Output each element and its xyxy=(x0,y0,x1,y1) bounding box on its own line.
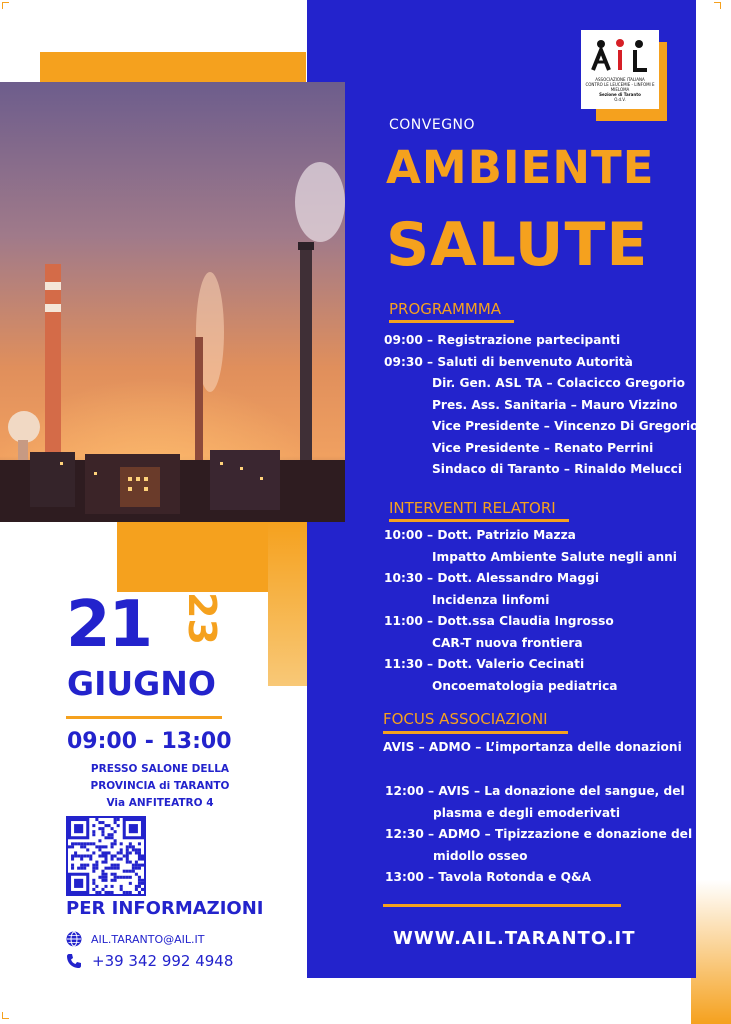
globe-icon xyxy=(66,931,82,947)
logo-caption xyxy=(583,77,657,102)
section-underline xyxy=(389,519,569,522)
website-link[interactable]: WWW.AIL.TARANTO.IT xyxy=(393,928,636,949)
orange-gradient-strip xyxy=(268,522,307,686)
phone-row[interactable] xyxy=(66,952,233,970)
event-kicker: CONVEGNO xyxy=(389,117,476,133)
industrial-photo xyxy=(0,82,345,522)
schedule-row: 11:00 – Dott.ssa Claudia Ingrosso xyxy=(384,614,614,628)
crop-mark xyxy=(2,1012,9,1019)
phone-icon xyxy=(66,953,82,969)
schedule-row: 11:30 – Dott. Valerio Cecinati xyxy=(384,657,585,671)
focus-intro: AVIS – ADMO – L’importanza delle donazioni xyxy=(383,740,682,754)
schedule-row: 13:00 – Tavola Rotonda e Q&A xyxy=(385,870,592,884)
ail-logo-mark xyxy=(587,38,653,74)
venue-line: PRESSO SALONE DELLA xyxy=(90,763,230,775)
section-heading-programma: PROGRAMMMA xyxy=(389,300,502,318)
email-text: AIL.TARANTO@AIL.IT xyxy=(91,932,205,946)
info-title: PER INFORMAZIONI xyxy=(66,898,264,919)
schedule-row: Oncoematologia pediatrica xyxy=(432,678,618,693)
schedule-row: plasma e degli emoderivati xyxy=(433,805,621,820)
logo-line: O.d.V. xyxy=(614,97,626,102)
phone-text: +39 342 992 4948 xyxy=(92,952,234,970)
qr-pattern xyxy=(68,818,144,894)
schedule-row: Impatto Ambiente Salute negli anni xyxy=(432,549,677,564)
schedule-row: Pres. Ass. Sanitaria – Mauro Vizzino xyxy=(432,397,678,412)
section-underline xyxy=(389,320,514,323)
orange-block-top xyxy=(40,52,306,84)
schedule-row: midollo osseo xyxy=(433,848,528,863)
section-underline xyxy=(383,731,568,734)
qr-code[interactable] xyxy=(66,816,146,896)
schedule-row: Dir. Gen. ASL TA – Colacicco Gregorio xyxy=(432,376,685,390)
schedule-row: Sindaco di Taranto – Rinaldo Melucci xyxy=(432,462,683,476)
logo-line: Sezione di Taranto xyxy=(599,92,641,97)
schedule-row: Vice Presidente – Vincenzo Di Gregorio xyxy=(432,419,699,433)
event-month: GIUGNO xyxy=(67,664,216,703)
footer-divider xyxy=(383,904,621,907)
schedule-row: 12:00 – AVIS – La donazione del sangue, del xyxy=(385,784,685,798)
schedule-row: 12:30 – ADMO – Tipizzazione e donazione del xyxy=(385,827,693,841)
schedule-row: 09:00 – Registrazione partecipanti xyxy=(384,333,621,347)
title-line-1: AMBIENTE xyxy=(386,141,655,194)
venue-line: Via ANFITEATRO 4 xyxy=(106,797,214,806)
event-year: 23 xyxy=(180,592,224,645)
date-divider xyxy=(66,716,222,719)
event-hours: 09:00 - 13:00 xyxy=(67,729,232,754)
schedule-row: Incidenza linfomi xyxy=(432,592,550,607)
orange-gradient-right xyxy=(691,880,731,1024)
section-heading-interventi: INTERVENTI RELATORI xyxy=(389,499,556,517)
logo-line: ASSOCIAZIONE ITALIANA xyxy=(595,77,645,82)
schedule-row: 10:00 – Dott. Patrizio Mazza xyxy=(384,528,576,542)
schedule-row: 09:30 – Saluti di benvenuto Autorità xyxy=(384,354,633,369)
venue-line: PROVINCIA di TARANTO xyxy=(90,780,230,792)
email-row[interactable] xyxy=(66,931,204,947)
section-heading-focus: FOCUS ASSOCIAZIONI xyxy=(383,710,548,728)
schedule-row: Vice Presidente – Renato Perrini xyxy=(432,440,654,455)
crop-mark xyxy=(2,2,9,9)
crop-mark xyxy=(714,2,721,9)
ail-logo xyxy=(581,30,659,109)
event-day: 21 xyxy=(66,588,152,662)
logo-line: CONTRO LE LEUCEMIE - LINFOMI E MIELOMA xyxy=(585,82,655,92)
schedule-row: CAR-T nuova frontiera xyxy=(432,635,583,650)
title-line-2: SALUTE xyxy=(386,210,649,280)
schedule-row: 10:30 – Dott. Alessandro Maggi xyxy=(384,571,600,585)
